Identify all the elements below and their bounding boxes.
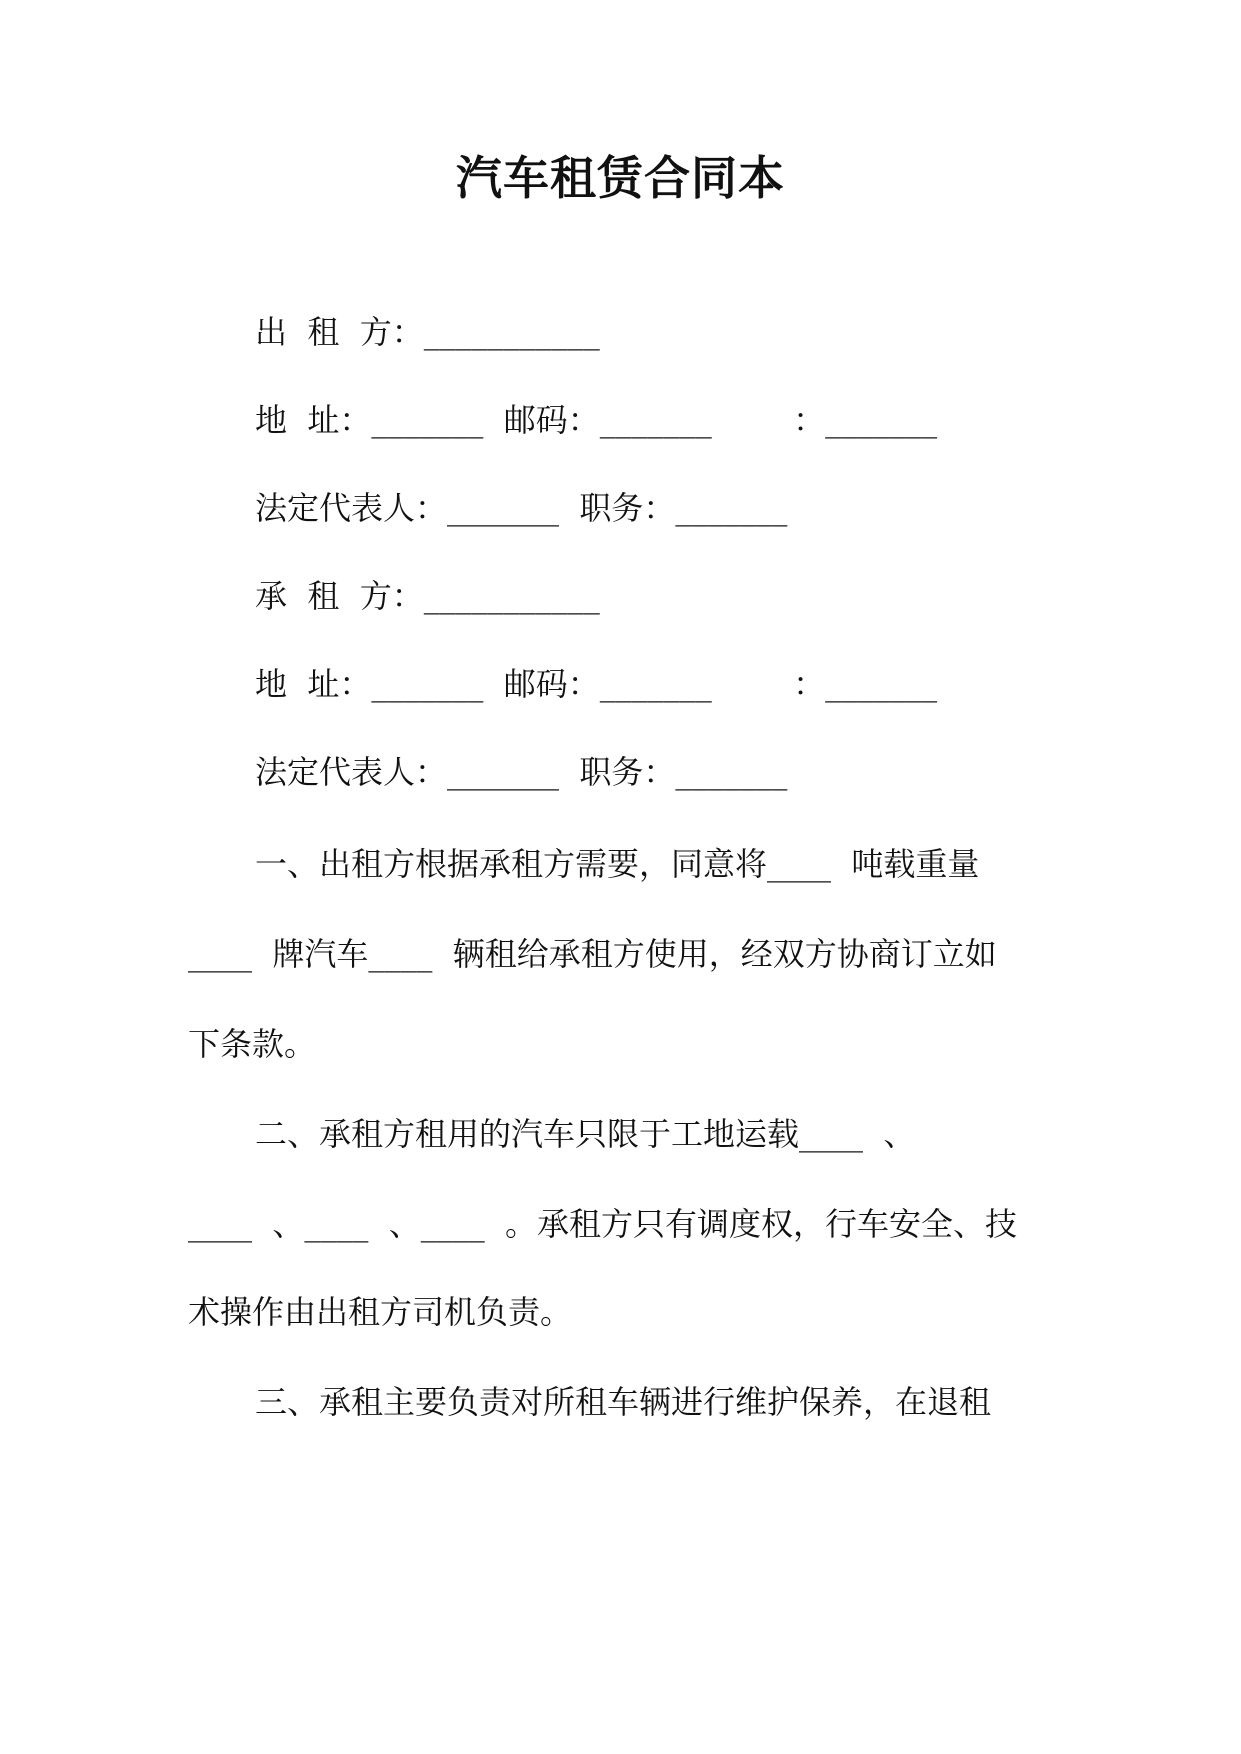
- lessor-representative-line: 法定代表人：_______ 职务：_______: [255, 489, 788, 527]
- clause-1-line-3: 下条款。: [188, 1025, 317, 1063]
- document-title: 汽车租赁合同本: [456, 151, 785, 205]
- lessor-name-line: 出 租 方：___________: [255, 313, 600, 351]
- clause-2-line-3: 术操作由出租方司机负责。: [188, 1293, 573, 1331]
- clause-1-line-2: ____ 牌汽车____ 辆租给承租方使用，经双方协商订立如: [188, 935, 997, 973]
- lessee-name-line: 承 租 方：___________: [255, 577, 600, 615]
- lessee-representative-line: 法定代表人：_______ 职务：_______: [255, 753, 788, 791]
- lessee-address-line: 地 址：_______ 邮码：_______ ：_______: [255, 665, 938, 703]
- clause-3-line-1: 三、承租主要负责对所租车辆进行维护保养，在退租: [255, 1383, 992, 1421]
- clause-1-line-1: 一、出租方根据承租方需要，同意将____ 吨载重量: [255, 845, 980, 883]
- lessor-address-line: 地 址：_______ 邮码：_______ ：_______: [255, 401, 938, 439]
- clause-2-line-1: 二、承租方租用的汽车只限于工地运载____ 、: [255, 1115, 916, 1153]
- clause-2-line-2: ____ 、____ 、____ 。承租方只有调度权，行车安全、技: [188, 1205, 1018, 1243]
